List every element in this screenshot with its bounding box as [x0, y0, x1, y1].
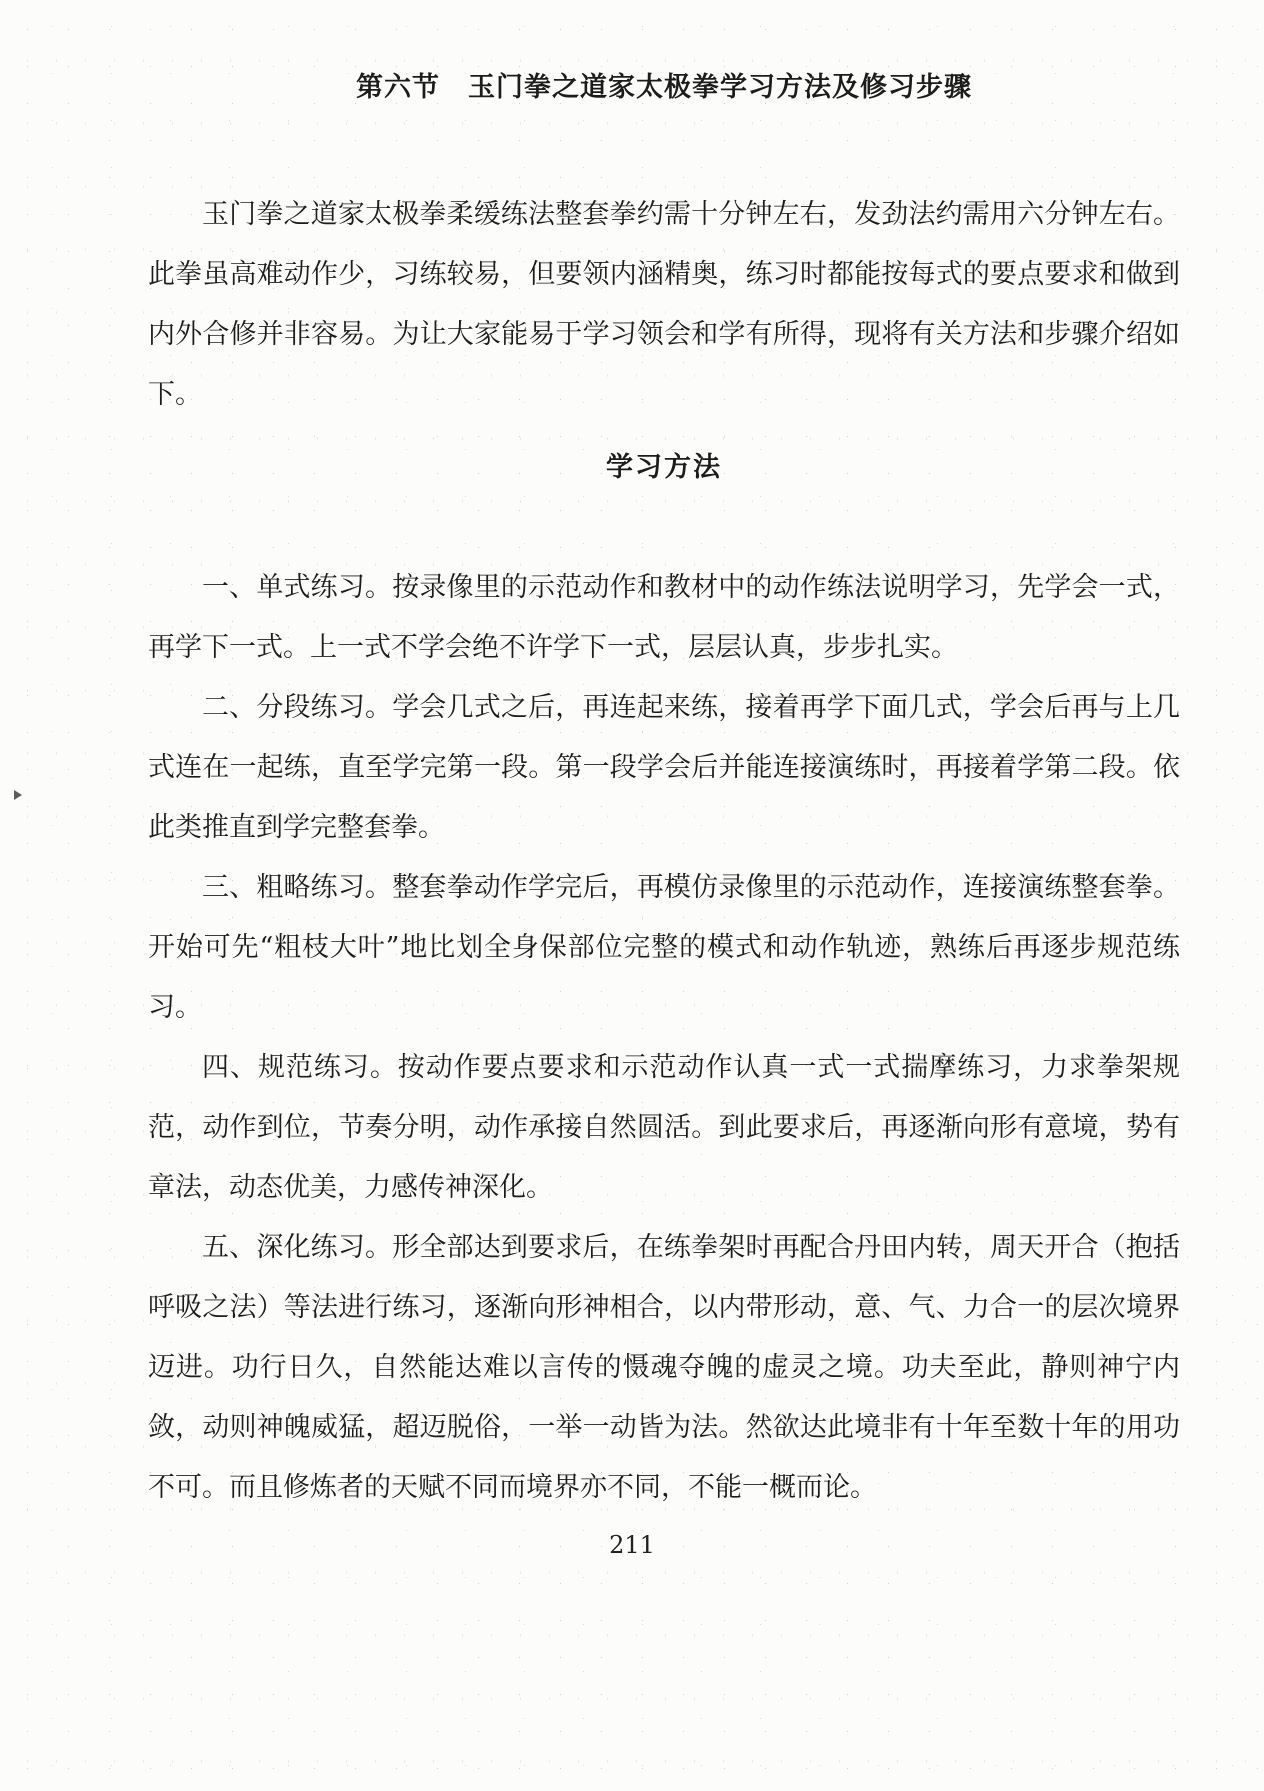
method-paragraph-1: 一、单式练习。按录像里的示范动作和教材中的动作练法说明学习，先学会一式，再学下一式。上一式不学会绝不许学下一式，层层认真，步步扎实。	[148, 572, 1180, 663]
method-paragraph-2: 二、分段练习。学会几式之后，再连起来练，接着再学下面几式，学会后再与上几式连在一起练，直至学完第一段。第一段学会后并能连接演练时，再接着学第二段。依此类推直到学完整套拳。	[148, 692, 1180, 843]
margin-artifact-mark	[14, 790, 22, 800]
method-paragraph-5: 五、深化练习。形全部达到要求后，在练拳架时再配合丹田内转，周天开合（抱括呼吸之法）等法进行练习，逐渐向形神相合，以内带形动，意、气、力合一的层次境界迈进。功行日久，自然能达难以言传的慑魂夺魄的虚灵之境。功夫至此，静则神宁内敛，动则神魄威猛，超迈脱俗，一举一动皆为法。然欲达此境非有十年至数十年的用功不可。而且修炼者的天赋不同而境界亦不同，不能一概而论。	[148, 1232, 1180, 1503]
chapter-title: 第六节 玉门拳之道家太极拳学习方法及修习步骤	[356, 72, 972, 103]
page-body	[148, 185, 1180, 1518]
page-number: 211	[609, 1531, 655, 1559]
section-heading: 学习方法	[606, 452, 722, 483]
intro-paragraph: 玉门拳之道家太极拳柔缓练法整套拳约需十分钟左右，发劲法约需用六分钟左右。此拳虽高难动作少，习练较易，但要领内涵精奥，练习时都能按每式的要点要求和做到内外合修并非容易。为让大家能易于学习领会和学有所得，现将有关方法和步骤介绍如下。	[148, 199, 1180, 410]
method-paragraph-4: 四、规范练习。按动作要点要求和示范动作认真一式一式揣摩练习，力求拳架规范，动作到位，节奏分明，动作承接自然圆活。到此要求后，再逐渐向形有意境，势有章法，动态优美，力感传神深化。	[148, 1052, 1180, 1203]
method-paragraph-3: 三、粗略练习。整套拳动作学完后，再模仿录像里的示范动作，连接演练整套拳。开始可先“粗枝大叶”地比划全身保部位完整的模式和动作轨迹，熟练后再逐步规范练习。	[148, 872, 1180, 1023]
